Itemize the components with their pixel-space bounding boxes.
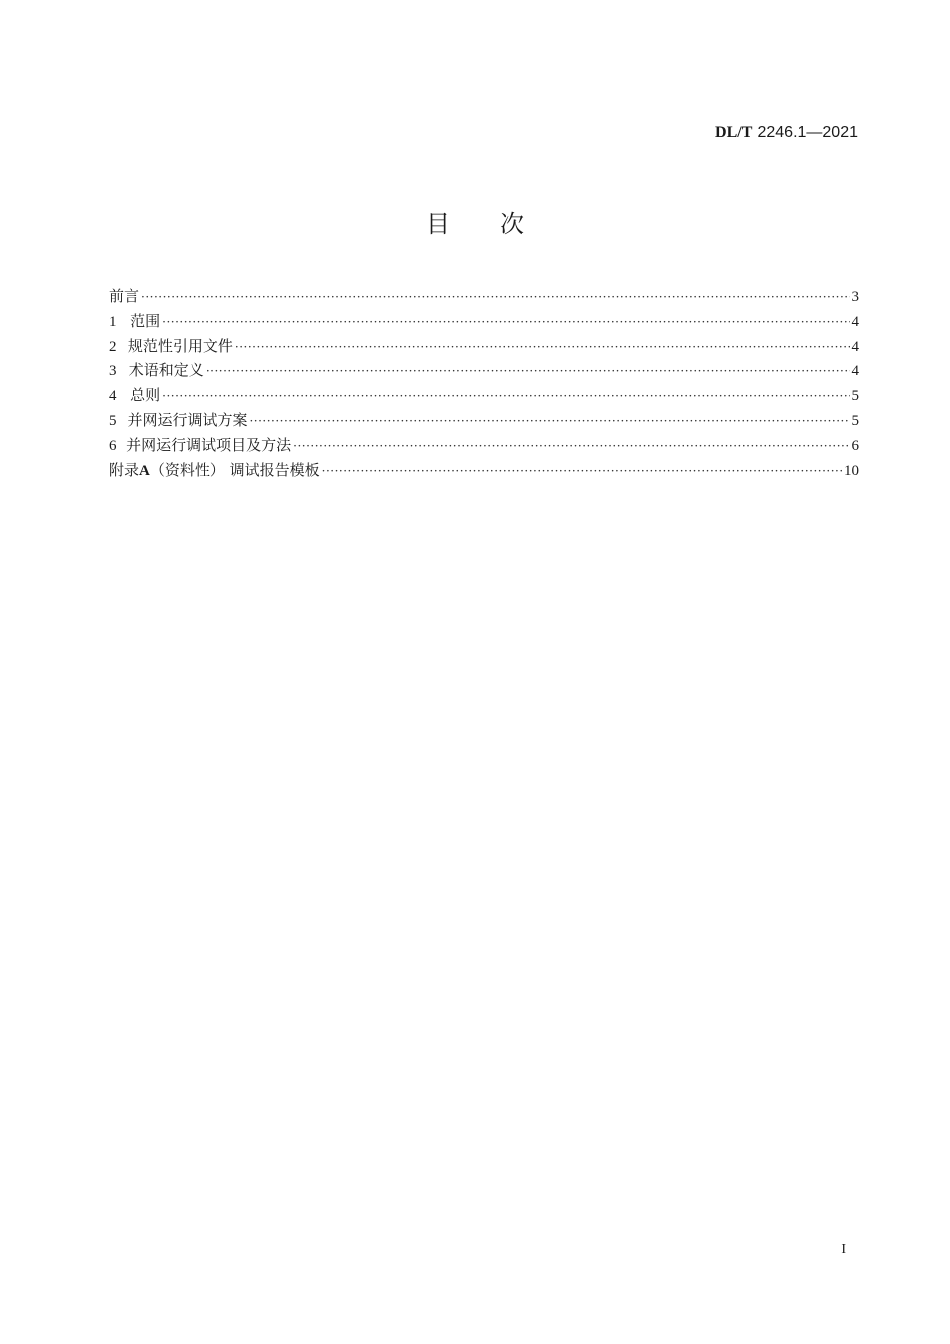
toc-dot-leader <box>322 459 842 484</box>
document-code-number: 2246.1—2021 <box>757 124 858 141</box>
toc-entry-number: 3 <box>109 363 117 380</box>
toc-entry-page: 3 <box>851 289 859 305</box>
toc-title <box>0 204 950 239</box>
toc-entry-normative-references[interactable] <box>109 334 859 359</box>
toc-title-char-1: 目 <box>426 210 450 238</box>
appendix-title: （资料性） 调试报告模板 <box>149 460 320 479</box>
toc-entry-page: 10 <box>844 462 859 479</box>
toc-dot-leader <box>206 359 850 384</box>
toc-entry-text: 规范性引用文件 <box>127 336 233 355</box>
toc-dot-leader <box>235 335 850 360</box>
toc-entry-text: 总则 <box>130 386 161 405</box>
toc-list <box>109 284 859 482</box>
page-number: I <box>841 1242 846 1257</box>
toc-entry-page: 4 <box>851 363 859 380</box>
toc-entry-page: 4 <box>851 313 859 330</box>
toc-dot-leader <box>162 310 849 335</box>
toc-dot-leader <box>249 409 849 434</box>
toc-entry-appendix-a[interactable] <box>109 458 859 483</box>
toc-entry-text: 并网运行调试项目及方法 <box>126 435 292 454</box>
toc-entry-foreword[interactable] <box>109 284 859 309</box>
toc-title-char-2: 次 <box>500 210 524 238</box>
document-code <box>715 122 858 142</box>
appendix-letter: A <box>139 462 150 479</box>
toc-entry-number: 6 <box>109 437 117 454</box>
toc-entry-number: 4 <box>109 388 117 405</box>
toc-entry-number: 2 <box>109 338 117 355</box>
toc-entry-commissioning-items[interactable] <box>109 433 859 458</box>
toc-dot-leader <box>162 384 849 409</box>
toc-entry-text <box>109 458 320 484</box>
toc-dot-leader <box>293 434 849 459</box>
document-code-prefix: DL/T <box>715 124 753 141</box>
toc-entry-number: 5 <box>109 412 117 429</box>
toc-entry-text: 范围 <box>130 311 161 330</box>
toc-entry-page: 5 <box>851 388 859 405</box>
toc-entry-page: 4 <box>851 338 859 355</box>
toc-entry-commissioning-plan[interactable] <box>109 408 859 433</box>
toc-dot-leader <box>141 285 849 310</box>
toc-entry-scope[interactable] <box>109 309 859 334</box>
toc-entry-text: 前言 <box>109 287 140 305</box>
toc-entry-page: 5 <box>851 412 859 429</box>
toc-entry-page: 6 <box>851 437 859 454</box>
appendix-prefix: 附录 <box>109 460 140 479</box>
toc-entry-text: 并网运行调试方案 <box>127 410 248 429</box>
toc-entry-general[interactable] <box>109 383 859 408</box>
toc-entry-terms-definitions[interactable] <box>109 358 859 383</box>
toc-entry-text: 术语和定义 <box>128 361 204 380</box>
toc-entry-number: 1 <box>109 313 117 330</box>
